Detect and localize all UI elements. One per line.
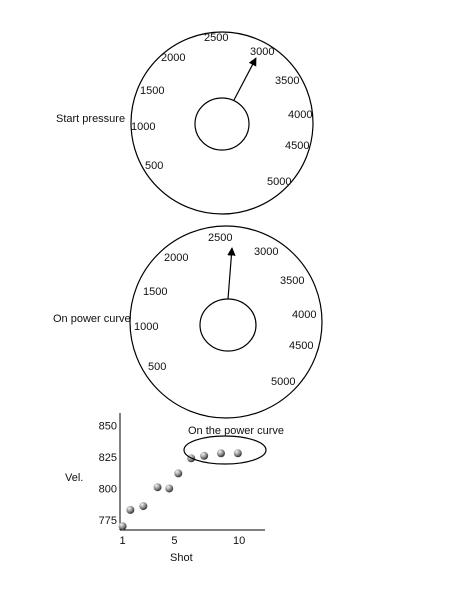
y-axis-label: Vel. (65, 472, 84, 484)
x-tick-label: 10 (232, 535, 246, 547)
data-point (139, 502, 147, 510)
velocity-chart (65, 413, 284, 564)
gauge-tick: 2500 (208, 232, 233, 244)
gauge-tick: 3000 (250, 46, 275, 58)
gauge-tick: 1500 (140, 85, 165, 97)
gauge-label: Start pressure (56, 113, 126, 125)
gauge-tick: 1500 (143, 286, 168, 298)
y-tick-label: 800 (98, 483, 117, 496)
gauge-tick: 500 (148, 361, 167, 373)
gauge-tick: 2500 (204, 32, 229, 44)
gauge-tick: 3500 (280, 275, 305, 287)
power-curve-gauge (53, 226, 322, 418)
gauge-hub (195, 98, 249, 150)
power-curve-highlight (184, 436, 266, 464)
gauge-tick: 5000 (271, 376, 296, 388)
gauge-tick: 3000 (254, 246, 279, 258)
data-point (200, 452, 208, 460)
y-tick-label: 850 (98, 420, 117, 433)
x-axis-label: Shot (170, 552, 193, 564)
x-tick-label: 5 (171, 535, 178, 547)
data-point (217, 449, 225, 457)
data-point (126, 506, 134, 514)
gauge-tick: 4500 (289, 340, 314, 352)
power-curve-annotation: On the power curve (188, 425, 284, 437)
gauge-tick: 1000 (134, 321, 159, 333)
gauge-hub (200, 299, 256, 351)
gauge-tick: 1000 (131, 121, 156, 133)
data-point (234, 449, 242, 457)
x-tick-label: 1 (119, 535, 126, 547)
data-point (174, 469, 182, 477)
y-tick-label: 775 (98, 514, 117, 527)
y-tick-label: 825 (98, 452, 117, 465)
start-pressure-gauge (56, 32, 313, 214)
data-points (119, 449, 242, 530)
gauge-label: On power curve (53, 313, 131, 325)
gauge-tick: 4000 (288, 109, 313, 121)
gauge-tick: 500 (145, 160, 164, 172)
gauge-tick: 4500 (285, 140, 310, 152)
data-point (119, 522, 127, 530)
gauge-tick: 3500 (275, 75, 300, 87)
gauge-needle (228, 248, 232, 299)
gauge-tick: 4000 (292, 309, 317, 321)
gauge-needle (234, 58, 256, 100)
gauge-dial (130, 226, 322, 418)
gauge-tick: 5000 (267, 176, 292, 188)
data-point (154, 483, 162, 491)
data-point (165, 484, 173, 492)
gauge-tick: 2000 (161, 52, 186, 64)
gauge-tick: 2000 (164, 252, 189, 264)
